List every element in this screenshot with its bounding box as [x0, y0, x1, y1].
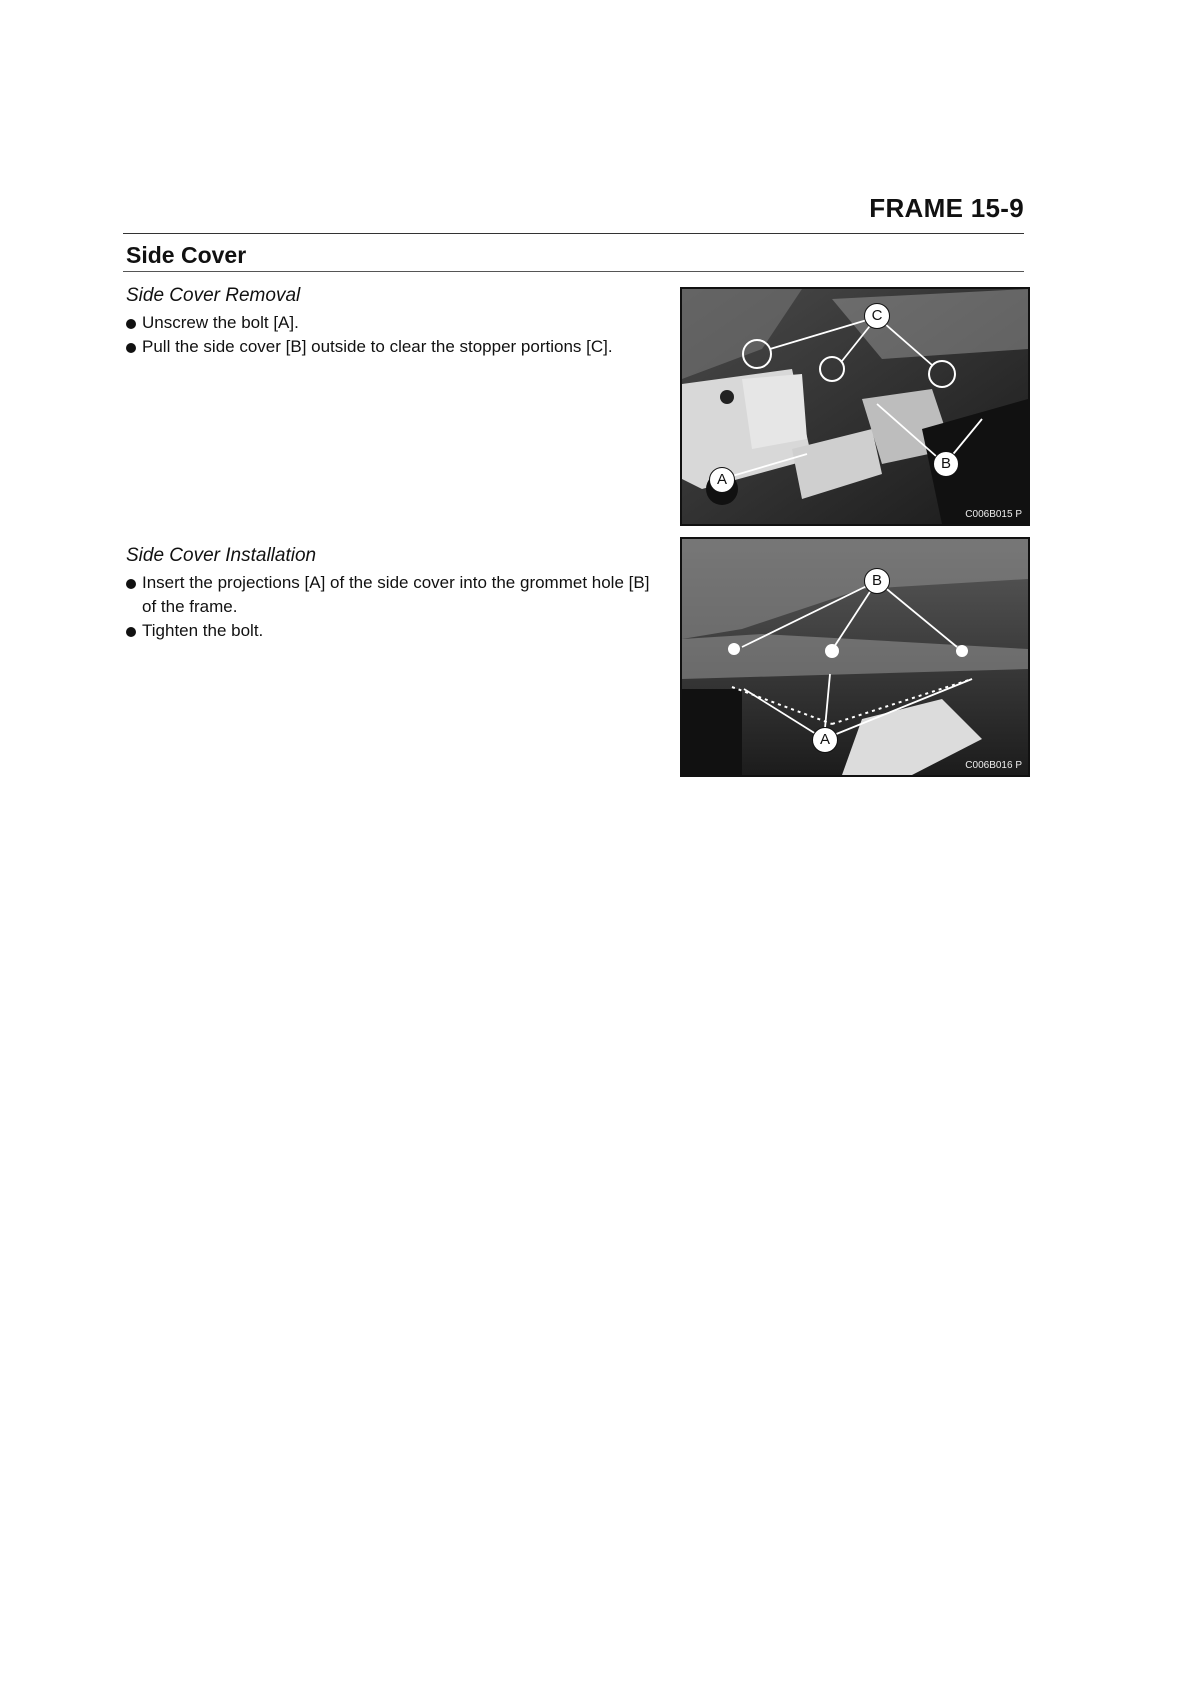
- callout-a: [709, 467, 735, 493]
- installation-heading: Side Cover Installation: [126, 545, 317, 566]
- installation-steps: [126, 571, 656, 643]
- removal-steps: [126, 311, 656, 359]
- callout-a: [812, 727, 838, 753]
- callout-c: [864, 303, 890, 329]
- removal-heading: Side Cover Removal: [126, 285, 301, 306]
- callout-a-label: A: [819, 731, 830, 748]
- bullet-icon: [126, 319, 136, 329]
- installation-block: [126, 545, 656, 643]
- installation-photo: [680, 537, 1030, 777]
- callout-b-label: B: [940, 455, 951, 472]
- removal-step-1: Unscrew the bolt [A].: [142, 313, 299, 332]
- bullet-icon: [126, 579, 136, 589]
- callout-b: [933, 451, 959, 477]
- callout-c-label: C: [871, 307, 883, 324]
- page-header: FRAME 15-9: [869, 193, 1024, 223]
- list-item: [126, 335, 656, 359]
- section-rule: [123, 271, 1024, 272]
- list-item: [126, 619, 656, 643]
- removal-block: [126, 285, 656, 359]
- bullet-icon: [126, 627, 136, 637]
- removal-step-2: Pull the side cover [B] outside to clear the stopper portions [C].: [142, 337, 613, 356]
- section-title: Side Cover: [126, 242, 247, 268]
- installation-step-2: Tighten the bolt.: [142, 621, 264, 640]
- removal-photo: [680, 287, 1030, 526]
- list-item: [126, 311, 656, 335]
- callout-a-label: A: [716, 471, 727, 488]
- figure-code: C006B016 P: [965, 760, 1022, 771]
- callout-b: [864, 568, 890, 594]
- callout-b-label: B: [871, 572, 882, 589]
- figure-code: C006B015 P: [965, 509, 1022, 520]
- bullet-icon: [126, 343, 136, 353]
- list-item: [126, 571, 656, 619]
- header-rule: [123, 233, 1024, 234]
- installation-step-1: Insert the projections [A] of the side cover into the grommet hole [B] of the frame.: [142, 573, 650, 616]
